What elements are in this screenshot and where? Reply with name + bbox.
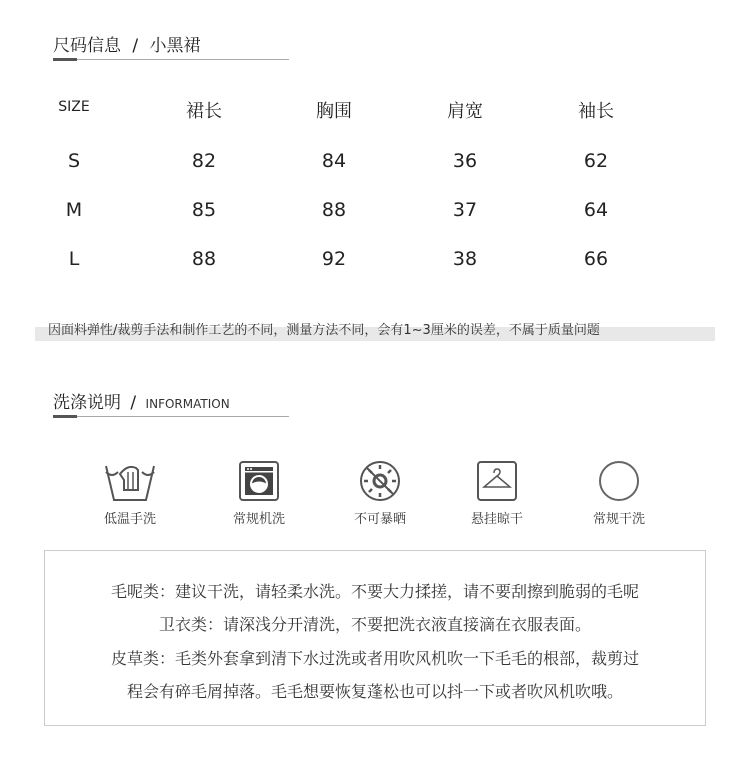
wash-label: 不可暴晒 [353,512,406,527]
col-header-shoulder: 肩宽 [447,101,483,122]
subtitle-text: 小黑裙 [149,36,201,56]
table-cell: 38 [452,248,478,270]
col-header-length: 裙长 [186,101,222,122]
wash-label: 常规干洗 [592,512,645,527]
washing-machine-icon [238,460,280,502]
table-cell: M [65,199,83,221]
col-header-size: SIZE [58,99,90,115]
divider-accent [53,415,77,418]
divider-accent [53,58,77,61]
wash-label: 低温手洗 [103,512,156,527]
table-cell: 37 [452,199,478,221]
title-text: 洗涤说明 [53,393,121,413]
title-text: 尺码信息 [53,36,121,56]
col-header-bust: 胸围 [316,101,352,122]
table-cell: 64 [583,199,609,221]
wash-section-title [53,388,230,413]
table-cell: 66 [583,248,609,270]
hang-dry-icon [476,460,518,502]
table-cell: S [67,150,81,172]
wash-icon-item [80,460,180,527]
wash-icon-item [569,460,669,527]
table-cell: 85 [191,199,217,221]
care-text-line: 皮草类：毛类外套拿到清下水过洗或者用吹风机吹一下毛毛的根部，裁剪过 [110,649,639,668]
no-sun-icon [359,460,401,502]
care-text-line: 程会有碎毛屑掉落。毛毛想要恢复蓬松也可以抖一下或者吹风机吹哦。 [126,682,623,701]
table-cell: L [68,248,80,270]
wash-label: 常规机洗 [232,512,285,527]
table-cell: 92 [321,248,347,270]
table-cell: 36 [452,150,478,172]
table-cell: 62 [583,150,609,172]
table-cell: 88 [191,248,217,270]
table-cell: 84 [321,150,347,172]
size-section-title [53,31,201,56]
wash-icon-item [447,460,547,527]
hand-wash-icon [102,460,158,502]
table-cell: 82 [191,150,217,172]
col-header-sleeve: 袖长 [578,101,614,122]
wash-icon-item [209,460,309,527]
care-instructions-box [44,550,706,726]
table-cell: 88 [321,199,347,221]
separator: / [132,36,139,56]
subtitle-text: INFORMATION [145,397,230,411]
separator: / [130,393,137,413]
care-text-line: 毛呢类：建议干洗，请轻柔水洗。不要大力揉搓，请不要刮擦到脆弱的毛呢 [110,582,639,601]
divider [53,59,289,60]
measurement-note: 因面料弹性/裁剪手法和制作工艺的不同，测量方法不同，会有1~3厘米的误差，不属于质量问题 [48,323,600,338]
care-text-line: 卫衣类：请深浅分开清洗，不要把洗衣液直接滴在衣服表面。 [158,615,591,634]
wash-icon-item [330,460,430,527]
divider [53,416,289,417]
dry-clean-icon [598,460,640,502]
wash-label: 悬挂晾干 [470,512,523,527]
